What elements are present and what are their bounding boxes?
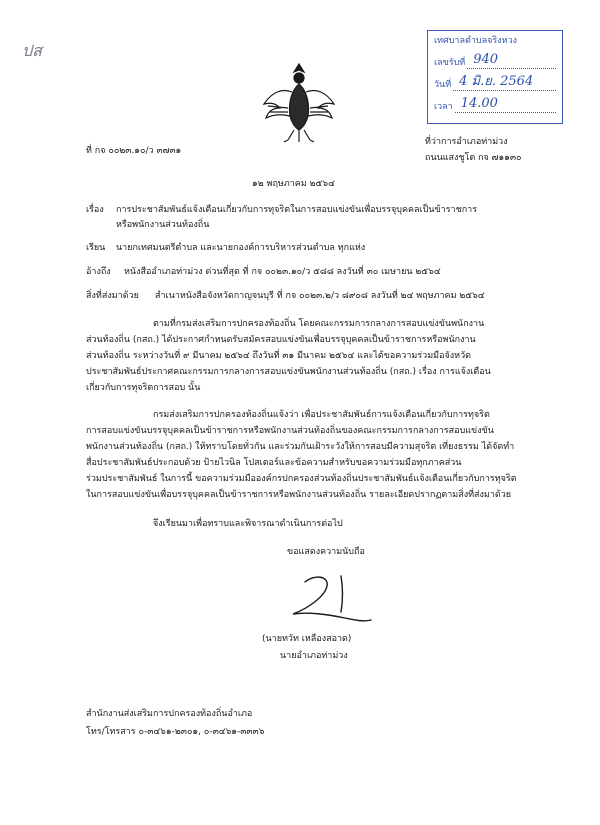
to-label: เรียน [86, 243, 106, 253]
enclosure-text: สำเนาหนังสือจังหวัดกาญจนบุรี ที่ กจ ๐๐๒๓.๒/ว ๘๙๐๘ ลงวันที่ ๒๔ พฤษภาคม ๒๕๖๔ [155, 291, 485, 301]
reference-number: ที่ กจ ๐๐๒๓.๑๐/ว ๓๗๓๑ [86, 146, 182, 156]
stamp-time-row [434, 91, 556, 113]
paragraph-1-line: ส่วนท้องถิ่น (กสถ.) ได้ประกาศกำหนดรับสมัครสอบแข่งขันเพื่อบรรจุบุคคลเป็นข้าราชการหรือพนักงาน [86, 335, 476, 345]
subject-line-2: หรือพนักงานส่วนท้องถิ่น [116, 220, 210, 230]
paragraph-1-line: ส่วนท้องถิ่น ระหว่างวันที่ ๙ มีนาคม ๒๕๖๔ ถึงวันที่ ๓๑ มีนาคม ๒๕๖๔ และได้ขอความร่วมมือจังหวัด [86, 351, 471, 361]
letter-date: ๑๒ พฤษภาคม ๒๕๖๔ [252, 179, 335, 189]
office-address: ถนนแสงชูโต กจ ๗๑๑๓๐ [425, 153, 522, 163]
reference-text: หนังสืออำเภอท่าม่วง ด่วนที่สุด ที่ กจ ๐๐๒๓.๑๐/ว ๕๘๘ ลงวันที่ ๓๐ เมษายน ๒๕๖๔ [124, 267, 441, 277]
paragraph-2-line: การสอบแข่งขันบรรจุบุคคลเป็นข้าราชการหรือพนักงานส่วนท้องถิ่นของคณะกรรมการกลางการสอบแข่งขัน [86, 426, 494, 436]
paragraph-2-line: ร่วมประชาสัมพันธ์ ในการนี้ ขอความร่วมมือองค์กรปกครองส่วนท้องถิ่นประชาสัมพันธ์แจ้งเตือนเกี่ยวกับการทุจริต [86, 474, 517, 484]
paragraph-2-line: พนักงานส่วนท้องถิ่น (กสถ.) ให้ทราบโดยทั่วกัน และร่วมกันเฝ้าระวังให้การสอบมีความสุจริต เที่ยงธรรม ได้จัดทำ [86, 442, 515, 452]
stamp-receipt-row [434, 47, 556, 69]
paragraph-1-line: เกี่ยวกับการทุจริตการสอบ นั้น [86, 383, 201, 393]
signer-name: (นายทวัท เหลืองสอาด) [262, 634, 352, 644]
subject-line-1: การประชาสัมพันธ์แจ้งเตือนเกี่ยวกับการทุจริตในการสอบแข่งขันเพื่อบรรจุบุคคลเป็นข้าราชการ [116, 205, 478, 215]
garuda-emblem-icon [258, 58, 340, 144]
signature-icon [285, 570, 375, 630]
closing-line: จึงเรียนมาเพื่อทราบและพิจารณาดำเนินการต่อไป [153, 519, 343, 529]
regards-line: ขอแสดงความนับถือ [287, 547, 365, 557]
paragraph-2-line: กรมส่งเสริมการปกครองท้องถิ่นแจ้งว่า เพื่อประชาสัมพันธ์การแจ้งเตือนเกี่ยวกับการทุจริต [153, 410, 490, 420]
stamp-receipt-label: เลขรับที่ [434, 58, 466, 68]
paragraph-1-line: ประชาสัมพันธ์ประกาศคณะกรรมการกลางการสอบแข่งขันพนักงานส่วนท้องถิ่น (กสถ.) เรื่อง การแจ้งเตือน [86, 367, 491, 377]
stamp-date-label: วันที่ [434, 80, 452, 90]
stamp-time-value: 14.00 [455, 95, 556, 114]
stamp-receipt-value: 940 [467, 51, 556, 70]
subject-label: เรื่อง [86, 205, 104, 215]
enclosure-label: สิ่งที่ส่งมาด้วย [86, 291, 139, 301]
footer-department: สำนักงานส่งเสริมการปกครองท้องถิ่นอำเภอ [86, 709, 253, 719]
office-name: ที่ว่าการอำเภอท่าม่วง [425, 137, 508, 147]
stamp-date-value: 4 มิ.ย. 2564 [453, 73, 556, 92]
stamp-org: เทศบาลตำบลจริงหวง [434, 36, 518, 46]
stamp-time-label: เวลา [434, 102, 453, 112]
stamp-date-row [434, 69, 556, 91]
paragraph-2-line: สื่อประชาสัมพันธ์ประกอบด้วย ป้ายไวนิล โปสเตอร์และข้อความสำหรับขอความร่วมมือทุกภาคส่วน [86, 458, 462, 468]
paragraph-2-line: ในการสอบแข่งขันเพื่อบรรจุบุคคลเป็นข้าราชการหรือพนักงานส่วนท้องถิ่น รายละเอียดปรากฏตามสิ่งที่ส่งมาด้วย [86, 490, 512, 500]
margin-note: ปส [22, 41, 42, 60]
receipt-stamp [427, 30, 563, 124]
footer-phone: โทร/โทรสาร ๐-๓๔๖๑-๒๓๐๑, ๐-๓๔๖๑-๓๓๓๖ [86, 727, 265, 737]
paragraph-1-line: ตามที่กรมส่งเสริมการปกครองท้องถิ่น โดยคณะกรรมการกลางการสอบแข่งขันพนักงาน [153, 319, 485, 329]
reference-label: อ้างถึง [86, 267, 111, 277]
to-text: นายกเทศมนตรีตำบล และนายกองค์การบริหารส่วนตำบล ทุกแห่ง [116, 243, 366, 253]
signer-position: นายอำเภอท่าม่วง [280, 651, 348, 661]
